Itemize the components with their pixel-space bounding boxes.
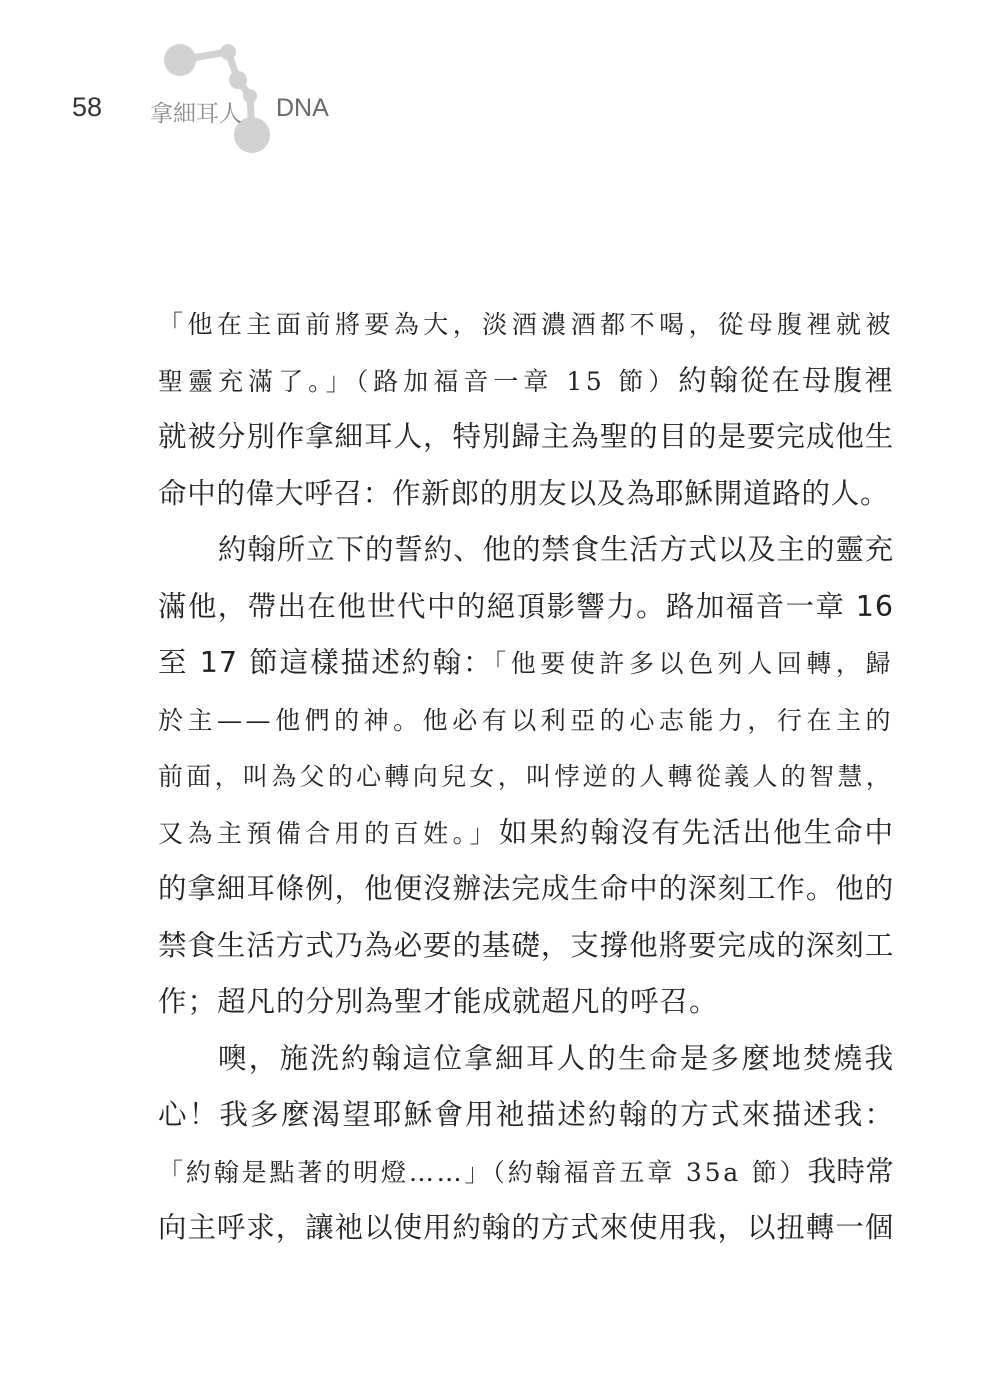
text-line [158,466,894,523]
text-run: 約翰所立下的誓約、他的禁食生活方式以及主的靈充 [218,533,894,566]
text-line [158,1144,894,1201]
text-run: 約翰從在母腹裡 [678,363,894,397]
text-line [158,409,894,466]
text-run: 心！我多麼渴望耶穌會用祂描述約翰的方式來描述我： [158,1098,894,1131]
quoted-scripture: 「約翰是點著的明燈……」（約翰福音五章 35a 節） [158,1157,808,1187]
text-line [158,296,894,353]
running-book-title: 拿細耳人 [150,101,242,127]
page-header [0,0,1000,170]
text-run: 如果約翰沒有先活出他生命中 [499,815,894,849]
quoted-scripture: 聖靈充滿了。」（路加福音一章 15 節） [158,366,679,396]
text-run: 向主呼求，讓祂以使用約翰的方式來使用我，以扭轉一個 [158,1211,894,1244]
text-line [158,353,894,410]
text-line [158,635,894,692]
body-text [158,296,894,1257]
text-run: 就被分別作拿細耳人，特別歸主為聖的目的是要完成他生 [158,420,894,453]
page-number: 58 [72,92,103,122]
text-line [158,748,894,805]
paragraph-first-line [158,522,894,579]
quoted-scripture: 又為主預備合用的百姓。」 [158,818,499,848]
text-run: 命中的偉大呼召：作新郎的朋友以及為耶穌開道路的人。 [158,476,890,510]
text-line [158,1087,894,1144]
text-line [158,974,894,1031]
text-line [158,1200,894,1257]
quoted-scripture: 「他在主面前將要為大，淡酒濃酒都不喝，從母腹裡就被 [158,310,894,339]
paragraph-first-line [158,1031,894,1088]
text-line [158,861,894,918]
quoted-scripture: 前面，叫為父的心轉向兒女，叫悖逆的人轉從義人的智慧， [158,762,894,791]
quoted-scripture: 於主——他們的神。他必有以利亞的心志能力，行在主的 [158,705,894,735]
running-book-title-suffix: DNA [276,94,329,122]
text-run: 作；超凡的分別為聖才能成就超凡的呼召。 [158,985,719,1018]
text-line [158,918,894,975]
text-run: 至 17 節這樣描述約翰： [158,646,494,679]
text-run: 的拿細耳條例，他便沒辦法完成生命中的深刻工作。他的 [158,872,894,905]
text-line [158,805,894,862]
text-line [158,692,894,749]
text-run: 滿他，帶出在他世代中的絕頂影響力。路加福音一章 16 [158,589,894,623]
text-run: 我時常 [807,1154,894,1188]
text-run: 禁食生活方式乃為必要的基礎，支撐他將要完成的深刻工 [158,928,894,962]
quoted-scripture: 「他要使許多以色列人回轉，歸 [493,649,894,678]
text-run: 噢，施洗約翰這位拿細耳人的生命是多麼地焚燒我 [218,1041,894,1075]
text-line [158,579,894,636]
